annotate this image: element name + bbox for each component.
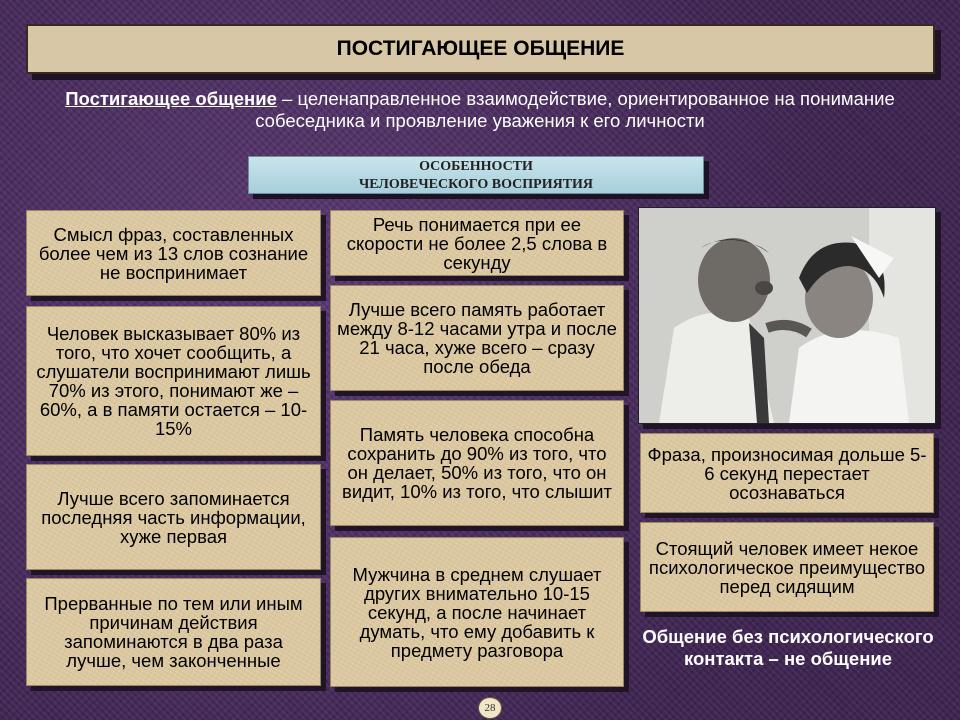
fact-box-right-2: Стоящий человек имеет некое психологическое преимущество перед сидящим — [640, 522, 934, 612]
fact-box-middle-4: Мужчина в среднем слушает других внимательно 10-15 секунд, а после начинает думать, что ему добавить к предмету разговора — [330, 537, 624, 687]
slide-title: ПОСТИГАЮЩЕЕ ОБЩЕНИЕ — [26, 24, 935, 74]
argument-photo — [638, 207, 936, 424]
fact-box-left-3: Лучше всего запоминается последняя часть информации, хуже первая — [26, 464, 321, 570]
fact-box-middle-2: Лучше всего память работает между 8-12 часами утра и после 21 часа, хуже всего – сразу после обеда — [330, 285, 624, 391]
fact-box-middle-1: Речь понимается при ее скорости не более 2,5 слова в секунду — [330, 210, 624, 276]
fact-box-left-2: Человек высказывает 80% из того, что хочет сообщить, а слушатели воспринимают лишь 70% из этого, понимают же – 60%, а в памяти остается – 10-15% — [26, 306, 321, 456]
definition-term: Постигающее общение — [65, 88, 277, 109]
page-number: 28 — [478, 697, 502, 719]
definition-text: – целенаправленное взаимодействие, ориентированное на понимание собеседника и проявление уважения к его личности — [255, 88, 895, 131]
banner-line-2: ЧЕЛОВЕЧЕСКОГО ВОСПРИЯТИЯ — [358, 177, 594, 192]
final-note: Общение без психологического контакта – не общение — [642, 626, 934, 669]
definition — [40, 88, 920, 132]
fact-box-left-1: Смысл фраз, составленных более чем из 13 слов сознание не воспринимает — [26, 210, 321, 296]
banner-line-1: ОСОБЕННОСТИ — [419, 159, 533, 174]
fact-box-middle-3: Память человека способна сохранить до 90% из того, что он делает, 50% из того, что он видит, 10% из того, что слышит — [330, 400, 624, 526]
fact-box-left-4: Прерванные по тем или иным причинам действия запоминаются в два раза лучше, чем законченные — [26, 578, 321, 686]
fact-box-right-1: Фраза, произносимая дольше 5-6 секунд перестает осознаваться — [640, 433, 934, 513]
perception-banner — [248, 156, 708, 198]
